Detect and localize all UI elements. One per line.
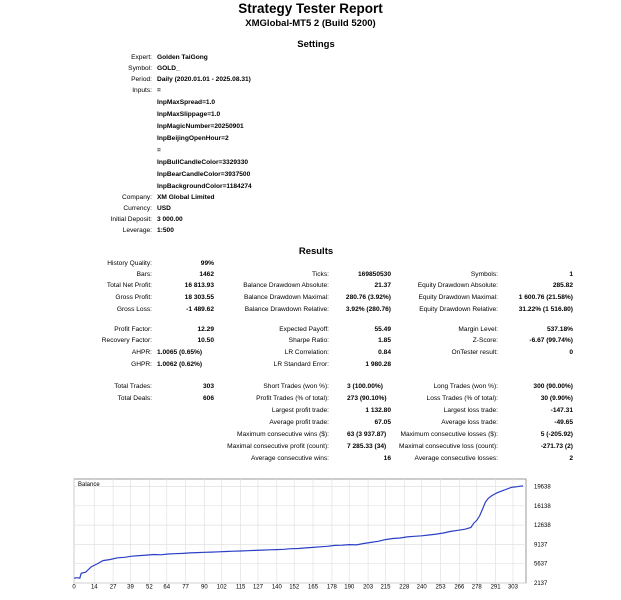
balance-chart — [72, 477, 556, 589]
input-line: InpMaxSlippage=1.0 — [157, 111, 221, 118]
avg-loss-value: -49.65 — [554, 419, 573, 426]
profit-trades-label: Profit Trades (% of total): — [256, 395, 329, 402]
avg-profit-value: 67.05 — [374, 419, 391, 426]
gross-profit-label: Gross Profit: — [115, 294, 152, 301]
inputs-label: Inputs: — [132, 87, 152, 94]
max-cons-losses-label: Maximum consecutive losses ($): — [400, 431, 498, 438]
loss-trades-label: Loss Trades (% of total): — [426, 395, 498, 402]
x-tick-label: 215 — [380, 584, 391, 589]
largest-profit-value: 1 132.80 — [365, 407, 391, 414]
y-tick-label: 5637 — [534, 561, 548, 568]
period-label: Period: — [131, 76, 152, 83]
total-deals-value: 606 — [202, 395, 214, 402]
input-line: InpBackgroundColor=1184274 — [157, 183, 252, 190]
avg-cons-losses-label: Average consecutive losses: — [414, 455, 498, 462]
maxl-cons-loss-label: Maximal consecutive loss (count): — [399, 443, 498, 450]
ahpr-value: 1.0065 (0.65%) — [157, 349, 203, 356]
long-trades-label: Long Trades (won %): — [433, 383, 498, 390]
bal-dd-abs-value: 21.37 — [374, 282, 391, 289]
profit-factor-value: 12.29 — [197, 326, 214, 333]
margin-level-label: Margin Level: — [458, 326, 498, 333]
x-tick-label: 27 — [109, 584, 117, 589]
symbol-value: GOLD_ — [157, 65, 180, 72]
company-label: Company: — [121, 194, 152, 201]
expert-label: Expert: — [131, 54, 152, 61]
x-tick-label: 240 — [416, 584, 427, 589]
long-trades-value: 300 (90.00%) — [533, 383, 573, 390]
lr-err-value: 1 980.28 — [365, 361, 391, 368]
eq-dd-rel-value: 31.22% (1 516.80) — [518, 306, 573, 313]
eq-dd-abs-value: 285.82 — [552, 282, 573, 289]
expert-value: Golden TaiGong — [157, 54, 208, 61]
x-tick-label: 203 — [363, 584, 374, 589]
x-tick-label: 115 — [235, 584, 246, 589]
recovery-label: Recovery Factor: — [101, 337, 152, 344]
bal-dd-max-label: Balance Drawdown Maximal: — [243, 294, 329, 301]
report-title: Strategy Tester Report — [238, 1, 383, 16]
expected-payoff-value: 55.49 — [374, 326, 391, 333]
x-tick-label: 253 — [435, 584, 446, 589]
maxl-cons-profit-value: 7 285.33 (34) — [347, 443, 387, 450]
short-trades-value: 3 (100.00%) — [347, 383, 383, 390]
x-tick-label: 0 — [72, 584, 76, 589]
ahpr-label: AHPR: — [131, 349, 152, 356]
eq-dd-max-label: Equity Drawdown Maximal: — [418, 294, 498, 301]
symbol-label: Symbol: — [128, 65, 152, 72]
ghpr-label: GHPR: — [131, 361, 152, 368]
input-line: InpBeijingOpenHour=2 — [157, 135, 229, 142]
x-tick-label: 278 — [471, 584, 482, 589]
largest-profit-label: Largest profit trade: — [271, 407, 329, 414]
leverage-label: Leverage: — [122, 227, 152, 234]
ontester-label: OnTester result: — [451, 349, 498, 356]
lr-corr-label: LR Correlation: — [284, 349, 329, 356]
expected-payoff-label: Expected Payoff: — [279, 326, 329, 333]
x-tick-label: 39 — [127, 584, 134, 589]
leverage-value: 1:500 — [157, 227, 174, 234]
profit-factor-label: Profit Factor: — [114, 326, 152, 333]
margin-level-value: 537.18% — [546, 326, 573, 333]
x-tick-label: 303 — [507, 584, 518, 589]
maxl-cons-loss-value: -271.73 (2) — [540, 443, 573, 450]
y-tick-label: 19638 — [534, 484, 551, 491]
avg-profit-label: Average profit trade: — [269, 419, 329, 426]
recovery-value: 10.50 — [197, 337, 214, 344]
x-tick-label: 152 — [289, 584, 300, 589]
x-tick-label: 190 — [344, 584, 355, 589]
avg-cons-losses-value: 2 — [569, 455, 573, 462]
x-tick-label: 77 — [182, 584, 189, 589]
input-line: = — [157, 87, 161, 94]
x-tick-label: 228 — [399, 584, 410, 589]
input-line: InpMagicNumber=20250901 — [157, 123, 244, 130]
input-line: = — [157, 147, 161, 154]
symbols-value: 1 — [569, 271, 573, 278]
period-value: Daily (2020.01.01 - 2025.08.31) — [157, 76, 251, 83]
eq-dd-max-value: 1 600.76 (21.58%) — [518, 294, 573, 301]
profit-trades-value: 273 (90.10%) — [347, 395, 387, 402]
total-deals-label: Total Deals: — [117, 395, 152, 402]
input-line: InpBearCandleColor=3937500 — [157, 171, 251, 178]
ontester-value: 0 — [569, 349, 573, 356]
eq-dd-abs-label: Equity Drawdown Absolute: — [417, 282, 498, 289]
maxl-cons-profit-label: Maximal consecutive profit (count): — [227, 443, 329, 450]
x-tick-label: 140 — [271, 584, 282, 589]
largest-loss-label: Largest loss trade: — [443, 407, 498, 414]
x-tick-label: 127 — [252, 584, 263, 589]
x-tick-label: 90 — [201, 584, 208, 589]
largest-loss-value: -147.31 — [550, 407, 573, 414]
deposit-value: 3 000.00 — [157, 216, 183, 223]
bars-value: 1462 — [199, 271, 214, 278]
y-tick-label: 16138 — [534, 503, 551, 510]
x-tick-label: 291 — [490, 584, 501, 589]
input-line: InpMaxSpread=1.0 — [157, 99, 216, 106]
max-cons-wins-value: 63 (3 937.87) — [347, 431, 387, 438]
symbols-label: Symbols: — [470, 271, 498, 278]
sharpe-value: 1.85 — [378, 337, 391, 344]
x-tick-label: 165 — [308, 584, 319, 589]
x-tick-label: 52 — [145, 584, 153, 589]
bal-dd-abs-label: Balance Drawdown Absolute: — [243, 282, 329, 289]
company-value: XM Global Limited — [157, 194, 215, 201]
z-score-label: Z-Score: — [472, 337, 498, 344]
net-profit-value: 16 813.93 — [184, 282, 214, 289]
avg-cons-wins-label: Average consecutive wins: — [251, 455, 329, 462]
gross-profit-value: 18 303.55 — [184, 294, 214, 301]
ticks-label: Ticks: — [312, 271, 329, 278]
max-cons-losses-value: 5 (-205.92) — [540, 431, 573, 438]
x-tick-label: 266 — [454, 584, 465, 589]
x-tick-label: 14 — [90, 584, 98, 589]
plot-frame — [74, 479, 526, 583]
ghpr-value: 1.0062 (0.62%) — [157, 361, 203, 368]
bal-dd-max-value: 280.76 (3.92%) — [345, 294, 391, 301]
total-trades-label: Total Trades: — [114, 383, 152, 390]
eq-dd-rel-label: Equity Drawdown Relative: — [419, 306, 498, 313]
y-tick-label: 2137 — [534, 581, 548, 587]
ticks-value: 169850530 — [357, 271, 391, 278]
deposit-label: Initial Deposit: — [110, 216, 152, 223]
settings-heading: Settings — [297, 39, 335, 50]
history-quality-label: History Quality: — [107, 260, 152, 267]
chart-title: Balance — [78, 482, 100, 488]
lr-corr-value: 0.84 — [378, 349, 391, 356]
x-tick-label: 178 — [326, 584, 337, 589]
sharpe-label: Sharpe Ratio: — [288, 337, 329, 344]
x-tick-label: 64 — [163, 584, 171, 589]
y-tick-label: 9137 — [534, 542, 548, 549]
results-heading: Results — [298, 246, 334, 257]
max-cons-wins-label: Maximum consecutive wins ($): — [237, 431, 329, 438]
gross-loss-value: -1 489.62 — [186, 306, 214, 313]
currency-value: USD — [157, 205, 171, 212]
history-quality-value: 99% — [200, 260, 214, 267]
bal-dd-rel-label: Balance Drawdown Relative: — [244, 306, 329, 313]
z-score-value: -6.67 (99.74%) — [529, 337, 573, 344]
input-line: InpBullCandleColor=3329330 — [157, 159, 249, 166]
gross-loss-label: Gross Loss: — [116, 306, 152, 313]
lr-err-label: LR Standard Error: — [273, 361, 329, 368]
report-subtitle: XMGlobal-MT5 2 (Build 5200) — [245, 18, 376, 29]
avg-cons-wins-value: 16 — [383, 455, 391, 462]
y-tick-label: 12638 — [534, 523, 551, 530]
bal-dd-rel-value: 3.92% (280.76) — [345, 306, 391, 313]
x-tick-label: 102 — [216, 584, 227, 589]
loss-trades-value: 30 (9.90%) — [540, 395, 573, 402]
net-profit-label: Total Net Profit: — [106, 282, 152, 289]
currency-label: Currency: — [123, 205, 152, 212]
bars-label: Bars: — [136, 271, 152, 278]
short-trades-label: Short Trades (won %): — [263, 383, 329, 390]
total-trades-value: 303 — [202, 383, 214, 390]
avg-loss-label: Average loss trade: — [441, 419, 498, 426]
